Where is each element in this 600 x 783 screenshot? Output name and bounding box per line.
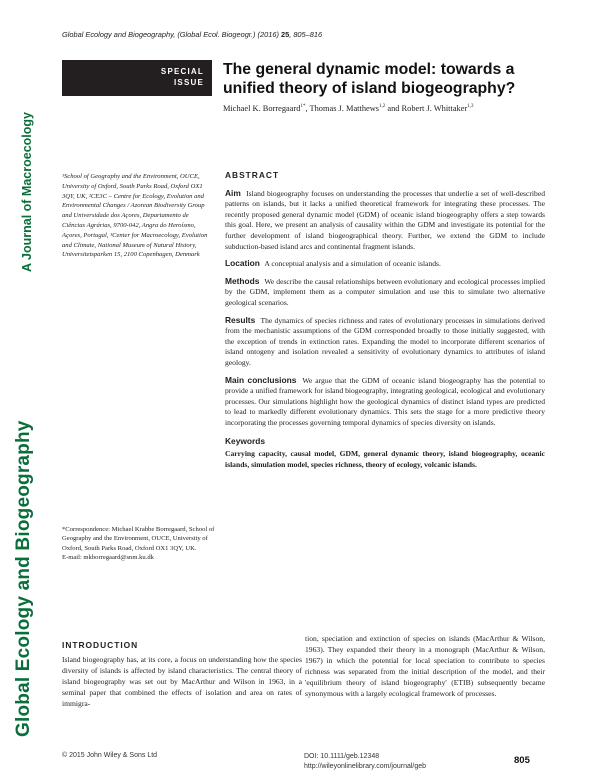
keywords-text: Carrying capacity, causal model, GDM, general dynamic theory, island biogeography, oceanic islands, simulation model, species richness, theory of ecology, volcanic islands. [225, 449, 545, 469]
author-1-affil: 1* [300, 104, 306, 110]
abstract-aim [225, 188, 545, 253]
journal-header [62, 30, 322, 39]
conclusions-label: Main conclusions [225, 374, 297, 385]
author-1: Michael K. Borregaard [223, 104, 301, 113]
keywords-heading: Keywords [225, 436, 266, 447]
author-3-affil: 1,3 [467, 104, 474, 110]
journal-volume: 25 [280, 30, 290, 39]
abstract [225, 170, 545, 470]
introduction-text-2: tion, speciation and extinction of species on islands (MacArthur & Wilson, 1963). They expanded their theory in a monograph (MacArthur & Wilson, 1967) in which the potential for local speciation to contribute to species richness was separated from the initial description of the model, and their 'equilibrium theory of island biogeography' (ETIB) subsequently became synonymous with a largely ecological framework of processes. [305, 634, 545, 698]
author-2: , Thomas J. Matthews [305, 104, 380, 113]
copyright: © 2015 John Wiley & Sons Ltd [62, 752, 158, 759]
affiliations: ¹School of Geography and the Environment, OUCE, University of Oxford, South Parks Road, Oxford OX1 3QY, UK, ²CE3C – Centre for Ecology, Evolution and Environmental Changes / Azorean Biodiversity Group and Universidade dos Açores, Departamento de Ciências Agrárias, 9700-042, Angra do Heroísmo, Açores, Portugal, ³Center for Macroecology, Evolution and Climate, National Museum of Natural History, Universitetsparken 15, 2100 Copenhagen, Denmark [62, 173, 208, 259]
abstract-location [225, 258, 545, 270]
abstract-results [225, 315, 545, 369]
special-issue-line2: ISSUE [173, 78, 204, 87]
abstract-heading: ABSTRACT [225, 170, 280, 180]
methods-text: We describe the causal relationships between evolutionary and ecological processes implied by the GDM, implement them as a computer simulation and use this to simulate two alternative geological scenarios. [225, 276, 545, 307]
journal-sidebar [0, 40, 52, 750]
results-label: Results [225, 314, 256, 325]
aim-label: Aim [225, 187, 241, 198]
abstract-conclusions [225, 375, 545, 429]
location-text: A conceptual analysis and a simulation of oceanic islands. [264, 259, 441, 269]
special-issue-line1: SPECIAL [160, 67, 204, 76]
sidebar-tagline: A Journal of Macroecology [20, 112, 34, 272]
journal-citation: Global Ecology and Biogeography, (Global Ecol. Biogeogr.) (2016) [62, 30, 279, 39]
author-3: and Robert J. Whittaker [385, 104, 468, 113]
page-number: 805 [514, 755, 530, 766]
correspondence-email: E-mail: mkborregaard@snm.ku.dk [62, 554, 154, 562]
sidebar-journal-name: Global Ecology and Biogeography [13, 420, 34, 737]
conclusions-text: We argue that the GDM of oceanic island biogeography has the potential to provide a unified framework for island biogeography, integrating geological, ecological and evolutionary processes. Our simulations highlight how the geological dynamics of distinct island types are predicted to lead to markedly different evolutionary dynamics. This sets the stage for a more predictive theory incorporating the processes governing temporal dynamics of species diversity on islands. [225, 375, 545, 427]
correspondence [62, 525, 222, 563]
location-label: Location [225, 258, 260, 269]
introduction-heading: INTRODUCTION [62, 640, 139, 650]
methods-label: Methods [225, 275, 260, 286]
article-title: The general dynamic model: towards a unified theory of island biogeography? [223, 61, 516, 97]
journal-url[interactable]: http://wileyonlinelibrary.com/journal/geb [304, 763, 427, 770]
doi-block [304, 752, 426, 772]
author-list [223, 104, 473, 113]
doi: DOI: 10.1111/geb.12348 [304, 753, 380, 760]
abstract-methods [225, 276, 545, 309]
introduction-column-2 [305, 634, 545, 699]
special-issue-badge [62, 60, 212, 96]
author-2-affil: 1,2 [379, 104, 386, 110]
results-text: The dynamics of species richness and rates of evolutionary processes in simulations derived from the mechanistic assumptions of the GDM corresponded broadly to those initially suggested, with the exception of trends in extinction rates. Expanding the model to incorporate different scenarios of island ontogeny and isolation revealed a sensitivity of evolutionary dynamics to attributes of island geology. [225, 315, 545, 367]
introduction-text-1: Island biogeography has, at its core, a focus on understanding how the species diversity of islands is affected by island characteristics. The central theory of island biogeography was set out by MacArthur and Wilson in 1963, in a seminal paper that combined the effects of isolation and area on rates of immigra- [62, 654, 302, 708]
correspondence-address: *Correspondence: Michael Krabbe Borregaard, School of Geography and the Environment, OUCE, University of Oxford, South Parks Road, Oxford OX1 3QY, UK. [62, 526, 215, 552]
introduction-column-1 [62, 640, 302, 709]
journal-pages: , 805–816 [289, 30, 323, 39]
aim-text: Island biogeography focuses on understanding the processes that underlie a set of well-described patterns on islands, but it lacks a unified theoretical framework for integrating these processes. The recently proposed general dynamic model (GDM) of oceanic island biogeography offers a step towards this goal. Here, we present an analysis of causality within the GDM and investigate its potential for the further development of island biogeographical theory. Further, we extend the GDM to include subduction-based island arcs and continental fragment islands. [225, 188, 545, 251]
